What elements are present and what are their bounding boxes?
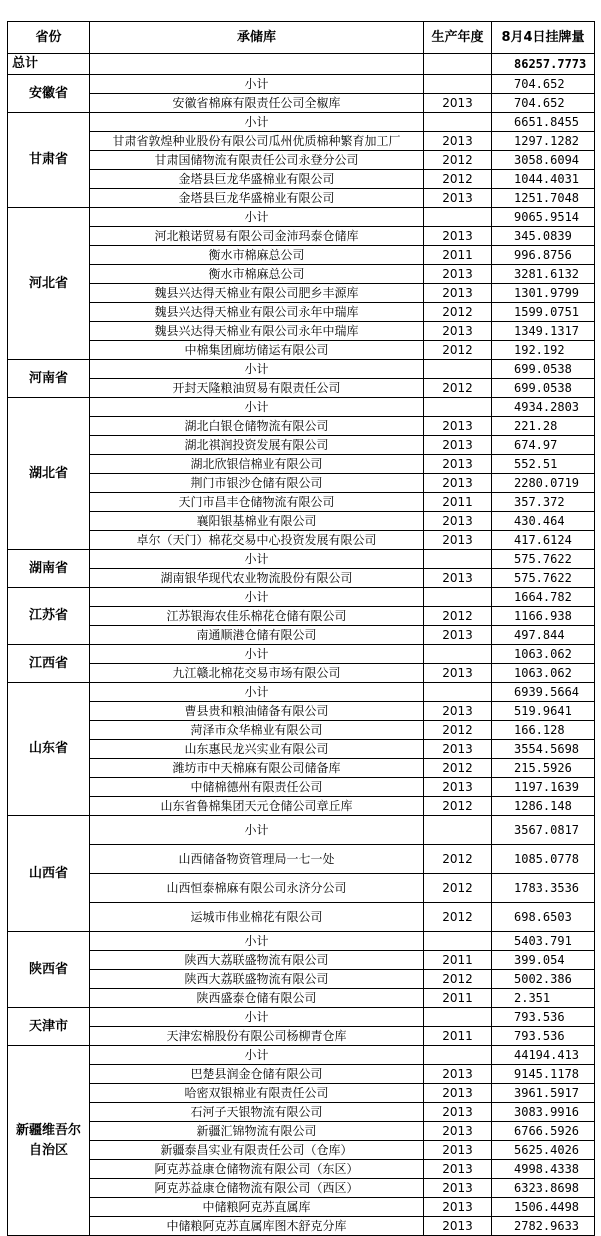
table-row <box>8 1198 595 1217</box>
production-year: 2011 <box>424 493 492 512</box>
subtotal-label: 小计 <box>90 398 424 417</box>
production-year: 2013 <box>424 1141 492 1160</box>
listing-qty: 9145.1178 <box>492 1065 595 1084</box>
depot-name: 襄阳银基棉业有限公司 <box>90 512 424 531</box>
province-name: 河南省 <box>8 360 90 398</box>
production-year: 2013 <box>424 569 492 588</box>
subtotal-row <box>8 816 595 845</box>
table-row <box>8 1122 595 1141</box>
table-row <box>8 1179 595 1198</box>
province-name: 河北省 <box>8 208 90 360</box>
production-year: 2013 <box>424 1103 492 1122</box>
subtotal-label: 小计 <box>90 645 424 664</box>
production-year: 2013 <box>424 132 492 151</box>
production-year: 2012 <box>424 721 492 740</box>
listing-qty: 793.536 <box>492 1027 595 1046</box>
table-row <box>8 94 595 113</box>
subtotal-label: 小计 <box>90 932 424 951</box>
header-depot: 承储库 <box>90 22 424 54</box>
subtotal-qty: 6939.5664 <box>492 683 595 702</box>
depot-name: 南通顺港仓储有限公司 <box>90 626 424 645</box>
production-year: 2012 <box>424 151 492 170</box>
subtotal-label: 小计 <box>90 360 424 379</box>
table-row <box>8 903 595 932</box>
production-year: 2013 <box>424 94 492 113</box>
table-row <box>8 493 595 512</box>
listing-qty: 1506.4498 <box>492 1198 595 1217</box>
depot-name: 金塔县巨龙华盛棉业有限公司 <box>90 189 424 208</box>
production-year: 2012 <box>424 797 492 816</box>
cotton-listing-table-container <box>7 21 594 1236</box>
depot-name: 湖北祺润投资发展有限公司 <box>90 436 424 455</box>
listing-qty: 166.128 <box>492 721 595 740</box>
province-name: 湖南省 <box>8 550 90 588</box>
listing-qty: 3058.6094 <box>492 151 595 170</box>
production-year: 2013 <box>424 1122 492 1141</box>
province-name: 江苏省 <box>8 588 90 645</box>
table-row <box>8 474 595 493</box>
production-year: 2013 <box>424 436 492 455</box>
listing-qty: 1297.1282 <box>492 132 595 151</box>
production-year: 2013 <box>424 1198 492 1217</box>
table-row <box>8 721 595 740</box>
subtotal-year-empty <box>424 645 492 664</box>
table-row <box>8 455 595 474</box>
subtotal-qty: 793.536 <box>492 1008 595 1027</box>
depot-name: 菏泽市众华棉业有限公司 <box>90 721 424 740</box>
cotton-listing-table <box>7 21 595 1236</box>
subtotal-qty: 3567.0817 <box>492 816 595 845</box>
table-row <box>8 874 595 903</box>
depot-name: 阿克苏益康仓储物流有限公司（东区） <box>90 1160 424 1179</box>
table-row <box>8 303 595 322</box>
listing-qty: 6766.5926 <box>492 1122 595 1141</box>
depot-name: 安徽省棉麻有限责任公司全椒库 <box>90 94 424 113</box>
depot-name: 天门市昌丰仓储物流有限公司 <box>90 493 424 512</box>
production-year: 2012 <box>424 303 492 322</box>
total-row <box>8 54 595 75</box>
header-province: 省份 <box>8 22 90 54</box>
listing-qty: 552.51 <box>492 455 595 474</box>
total-qty: 86257.7773 <box>492 54 595 75</box>
subtotal-year-empty <box>424 360 492 379</box>
subtotal-qty: 575.7622 <box>492 550 595 569</box>
depot-name: 河北粮诺贸易有限公司金沛玛泰仓储库 <box>90 227 424 246</box>
listing-qty: 2782.9633 <box>492 1217 595 1236</box>
subtotal-row <box>8 932 595 951</box>
table-row <box>8 132 595 151</box>
table-row <box>8 664 595 683</box>
table-row <box>8 322 595 341</box>
subtotal-label: 小计 <box>90 208 424 227</box>
listing-qty: 215.5926 <box>492 759 595 778</box>
table-row <box>8 170 595 189</box>
depot-name: 中储粮阿克苏直属库 <box>90 1198 424 1217</box>
depot-name: 运城市伟业棉花有限公司 <box>90 903 424 932</box>
listing-qty: 2.351 <box>492 989 595 1008</box>
production-year: 2013 <box>424 322 492 341</box>
listing-qty: 575.7622 <box>492 569 595 588</box>
listing-qty: 698.6503 <box>492 903 595 932</box>
subtotal-year-empty <box>424 208 492 227</box>
production-year: 2011 <box>424 989 492 1008</box>
listing-qty: 3554.5698 <box>492 740 595 759</box>
depot-name: 金塔县巨龙华盛棉业有限公司 <box>90 170 424 189</box>
total-year-empty <box>424 54 492 75</box>
subtotal-year-empty <box>424 1008 492 1027</box>
depot-name: 湖南银华现代农业物流股份有限公司 <box>90 569 424 588</box>
subtotal-qty: 1063.062 <box>492 645 595 664</box>
production-year: 2013 <box>424 664 492 683</box>
table-row <box>8 151 595 170</box>
table-row <box>8 1027 595 1046</box>
production-year: 2011 <box>424 951 492 970</box>
listing-qty: 1085.0778 <box>492 845 595 874</box>
production-year: 2011 <box>424 1027 492 1046</box>
production-year: 2013 <box>424 1217 492 1236</box>
depot-name: 湖北欣银信棉业有限公司 <box>90 455 424 474</box>
subtotal-label: 小计 <box>90 75 424 94</box>
subtotal-row <box>8 398 595 417</box>
table-row <box>8 1141 595 1160</box>
table-row <box>8 845 595 874</box>
production-year: 2013 <box>424 284 492 303</box>
table-row <box>8 246 595 265</box>
subtotal-qty: 44194.413 <box>492 1046 595 1065</box>
depot-name: 甘肃国储物流有限责任公司永登分公司 <box>90 151 424 170</box>
listing-qty: 6323.8698 <box>492 1179 595 1198</box>
listing-qty: 1044.4031 <box>492 170 595 189</box>
subtotal-label: 小计 <box>90 683 424 702</box>
subtotal-year-empty <box>424 816 492 845</box>
subtotal-row <box>8 75 595 94</box>
subtotal-qty: 1664.782 <box>492 588 595 607</box>
listing-qty: 221.28 <box>492 417 595 436</box>
province-name: 甘肃省 <box>8 113 90 208</box>
production-year: 2012 <box>424 759 492 778</box>
table-row <box>8 970 595 989</box>
subtotal-qty: 704.652 <box>492 75 595 94</box>
province-name: 安徽省 <box>8 75 90 113</box>
production-year: 2013 <box>424 1179 492 1198</box>
table-row <box>8 740 595 759</box>
province-name: 天津市 <box>8 1008 90 1046</box>
subtotal-qty: 4934.2803 <box>492 398 595 417</box>
subtotal-row <box>8 208 595 227</box>
total-label: 总计 <box>8 54 90 75</box>
table-row <box>8 227 595 246</box>
production-year: 2013 <box>424 227 492 246</box>
subtotal-year-empty <box>424 588 492 607</box>
listing-qty: 674.97 <box>492 436 595 455</box>
table-row <box>8 778 595 797</box>
subtotal-qty: 5403.791 <box>492 932 595 951</box>
production-year: 2013 <box>424 531 492 550</box>
listing-qty: 2280.0719 <box>492 474 595 493</box>
subtotal-qty: 6651.8455 <box>492 113 595 132</box>
production-year: 2011 <box>424 246 492 265</box>
production-year: 2012 <box>424 903 492 932</box>
listing-qty: 345.0839 <box>492 227 595 246</box>
subtotal-year-empty <box>424 113 492 132</box>
subtotal-row <box>8 550 595 569</box>
listing-qty: 497.844 <box>492 626 595 645</box>
production-year: 2013 <box>424 1084 492 1103</box>
listing-qty: 519.9641 <box>492 702 595 721</box>
table-row <box>8 951 595 970</box>
listing-qty: 1063.062 <box>492 664 595 683</box>
depot-name: 山西储备物资管理局一七一处 <box>90 845 424 874</box>
table-row <box>8 265 595 284</box>
depot-name: 陕西大荔联盛物流有限公司 <box>90 970 424 989</box>
subtotal-label: 小计 <box>90 113 424 132</box>
table-body <box>8 54 595 1236</box>
listing-qty: 1166.938 <box>492 607 595 626</box>
listing-qty: 3083.9916 <box>492 1103 595 1122</box>
subtotal-year-empty <box>424 683 492 702</box>
depot-name: 阿克苏益康仓储物流有限公司（西区） <box>90 1179 424 1198</box>
depot-name: 江苏银海农佳乐棉花仓储有限公司 <box>90 607 424 626</box>
subtotal-label: 小计 <box>90 1046 424 1065</box>
table-row <box>8 759 595 778</box>
depot-name: 中储棉德州有限责任公司 <box>90 778 424 797</box>
listing-qty: 192.192 <box>492 341 595 360</box>
subtotal-year-empty <box>424 398 492 417</box>
table-row <box>8 379 595 398</box>
table-row <box>8 569 595 588</box>
depot-name: 九江赣北棉花交易市场有限公司 <box>90 664 424 683</box>
province-name: 湖北省 <box>8 398 90 550</box>
table-row <box>8 284 595 303</box>
production-year: 2012 <box>424 170 492 189</box>
province-name: 江西省 <box>8 645 90 683</box>
listing-qty: 704.652 <box>492 94 595 113</box>
production-year: 2013 <box>424 702 492 721</box>
listing-qty: 699.0538 <box>492 379 595 398</box>
depot-name: 衡水市棉麻总公司 <box>90 246 424 265</box>
subtotal-row <box>8 360 595 379</box>
production-year: 2013 <box>424 474 492 493</box>
production-year: 2012 <box>424 379 492 398</box>
table-row <box>8 989 595 1008</box>
subtotal-label: 小计 <box>90 550 424 569</box>
depot-name: 魏县兴达得天棉业有限公司永年中瑞库 <box>90 322 424 341</box>
subtotal-label: 小计 <box>90 816 424 845</box>
depot-name: 陕西盛泰仓储有限公司 <box>90 989 424 1008</box>
listing-qty: 357.372 <box>492 493 595 512</box>
subtotal-row <box>8 645 595 664</box>
depot-name: 卓尔（天门）棉花交易中心投资发展有限公司 <box>90 531 424 550</box>
province-name: 陕西省 <box>8 932 90 1008</box>
depot-name: 荆门市银沙仓储有限公司 <box>90 474 424 493</box>
subtotal-row <box>8 1008 595 1027</box>
table-row <box>8 531 595 550</box>
production-year: 2013 <box>424 626 492 645</box>
depot-name: 魏县兴达得天棉业有限公司永年中瑞库 <box>90 303 424 322</box>
production-year: 2013 <box>424 740 492 759</box>
subtotal-row <box>8 683 595 702</box>
production-year: 2012 <box>424 607 492 626</box>
listing-qty: 5625.4026 <box>492 1141 595 1160</box>
table-row <box>8 626 595 645</box>
depot-name: 开封天隆粮油贸易有限责任公司 <box>90 379 424 398</box>
depot-name: 湖北白银仓储物流有限公司 <box>90 417 424 436</box>
listing-qty: 1197.1639 <box>492 778 595 797</box>
production-year: 2013 <box>424 189 492 208</box>
listing-qty: 1251.7048 <box>492 189 595 208</box>
table-row <box>8 341 595 360</box>
listing-qty: 1783.3536 <box>492 874 595 903</box>
subtotal-row <box>8 1046 595 1065</box>
production-year: 2013 <box>424 455 492 474</box>
listing-qty: 1286.148 <box>492 797 595 816</box>
depot-name: 曹县贵和粮油储备有限公司 <box>90 702 424 721</box>
production-year: 2012 <box>424 970 492 989</box>
production-year: 2012 <box>424 845 492 874</box>
table-row <box>8 189 595 208</box>
listing-qty: 417.6124 <box>492 531 595 550</box>
depot-name: 新疆汇锦物流有限公司 <box>90 1122 424 1141</box>
listing-qty: 996.8756 <box>492 246 595 265</box>
province-name: 山西省 <box>8 816 90 932</box>
table-row <box>8 1217 595 1236</box>
production-year: 2012 <box>424 341 492 360</box>
depot-name: 中储粮阿克苏直属库图木舒克分库 <box>90 1217 424 1236</box>
listing-qty: 430.464 <box>492 512 595 531</box>
header-row <box>8 22 595 54</box>
table-row <box>8 797 595 816</box>
subtotal-row <box>8 113 595 132</box>
production-year: 2013 <box>424 417 492 436</box>
subtotal-row <box>8 588 595 607</box>
subtotal-label: 小计 <box>90 588 424 607</box>
header-year: 生产年度 <box>424 22 492 54</box>
header-qty: 8月4日挂牌量 <box>492 22 595 54</box>
production-year: 2013 <box>424 778 492 797</box>
production-year: 2012 <box>424 874 492 903</box>
table-row <box>8 436 595 455</box>
subtotal-label: 小计 <box>90 1008 424 1027</box>
listing-qty: 4998.4338 <box>492 1160 595 1179</box>
listing-qty: 5002.386 <box>492 970 595 989</box>
production-year: 2013 <box>424 265 492 284</box>
table-row <box>8 1084 595 1103</box>
province-name: 新疆维吾尔自治区 <box>8 1046 90 1236</box>
table-row <box>8 417 595 436</box>
subtotal-year-empty <box>424 1046 492 1065</box>
subtotal-year-empty <box>424 550 492 569</box>
subtotal-qty: 9065.9514 <box>492 208 595 227</box>
depot-name: 新疆泰昌实业有限责任公司（仓库） <box>90 1141 424 1160</box>
production-year: 2013 <box>424 1065 492 1084</box>
subtotal-qty: 699.0538 <box>492 360 595 379</box>
depot-name: 陕西大荔联盛物流有限公司 <box>90 951 424 970</box>
depot-name: 山东惠民龙兴实业有限公司 <box>90 740 424 759</box>
listing-qty: 3281.6132 <box>492 265 595 284</box>
depot-name: 衡水市棉麻总公司 <box>90 265 424 284</box>
table-row <box>8 1103 595 1122</box>
production-year: 2013 <box>424 1160 492 1179</box>
depot-name: 石河子天银物流有限公司 <box>90 1103 424 1122</box>
subtotal-year-empty <box>424 932 492 951</box>
depot-name: 山西恒泰棉麻有限公司永济分公司 <box>90 874 424 903</box>
listing-qty: 1301.9799 <box>492 284 595 303</box>
table-row <box>8 512 595 531</box>
listing-qty: 1599.0751 <box>492 303 595 322</box>
table-row <box>8 1065 595 1084</box>
table-row <box>8 607 595 626</box>
depot-name: 魏县兴达得天棉业有限公司肥乡丰源库 <box>90 284 424 303</box>
depot-name: 潍坊市中天棉麻有限公司储备库 <box>90 759 424 778</box>
subtotal-year-empty <box>424 75 492 94</box>
table-row <box>8 702 595 721</box>
depot-name: 巴楚县润金仓储有限公司 <box>90 1065 424 1084</box>
listing-qty: 399.054 <box>492 951 595 970</box>
depot-name: 哈密双银棉业有限责任公司 <box>90 1084 424 1103</box>
total-depot-empty <box>90 54 424 75</box>
depot-name: 中棉集团廊坊储运有限公司 <box>90 341 424 360</box>
production-year: 2013 <box>424 512 492 531</box>
province-name: 山东省 <box>8 683 90 816</box>
depot-name: 天津宏棉股份有限公司杨柳青仓库 <box>90 1027 424 1046</box>
depot-name: 山东省鲁棉集团天元仓储公司章丘库 <box>90 797 424 816</box>
listing-qty: 3961.5917 <box>492 1084 595 1103</box>
depot-name: 甘肃省敦煌种业股份有限公司瓜州优质棉种繁育加工厂 <box>90 132 424 151</box>
table-row <box>8 1160 595 1179</box>
listing-qty: 1349.1317 <box>492 322 595 341</box>
